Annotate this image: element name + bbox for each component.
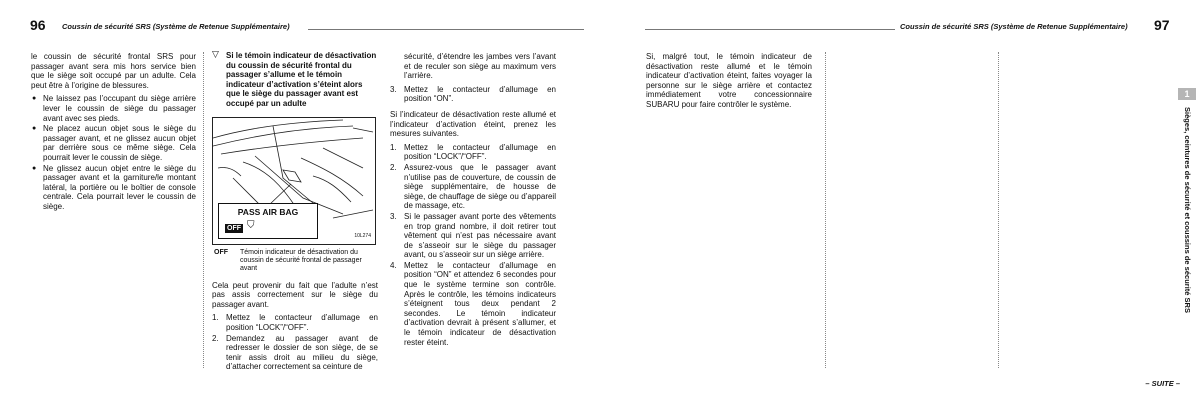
step-item: 2. Assurez-vous que le passager avant n’utilise pas de couverture, de coussin de siège supplémentaire, de housse de siège, de chauffage de siège ou d’appareil de massage, etc.	[390, 162, 556, 211]
followup-paragraph: Si l’indicateur de désactivation reste allumé et l’indicateur d’activation éteint, prenez les mesures suivantes.	[390, 109, 556, 139]
step-item: 1. Mettez le contacteur d’allumage en position “LOCK”/“OFF”.	[390, 142, 556, 162]
page-number-left: 96	[30, 17, 46, 33]
final-paragraph: Si, malgré tout, le témoin indicateur de désactivation reste allumé et le témoin indicateur d’activation éteint, faites voyager la personne sur le siège arrière et contactez immédiatement votre concessionnaire SUBARU pour faire contrôler le système.	[646, 52, 812, 109]
header-title-left: Coussin de sécurité SRS (Système de Retenue Supplémentaire)	[62, 22, 290, 31]
step-item: 4. Mettez le contacteur d’allumage en position “ON” et attendez 6 secondes pour que le système termine son contrôle. Après le contrôle, les témoins indicateurs s’éteignent tous deux pendant 2 secondes. Le témoin indicateur d’activation devrait à présent s’allumer, et le témoin indicateur de désactivation rester éteint.	[390, 260, 556, 347]
bullet-icon: ●	[32, 95, 37, 103]
column-1	[31, 52, 196, 213]
step-item: 3. Si le passager avant porte des vêtements en trop grand nombre, il doit retirer tout vêtement qui n’est pas nécessaire avant de s’asseoir sur le siège du passager avant, ou s’asseoir sur un siège arrière.	[390, 211, 556, 260]
continue-marker: – SUITE –	[1145, 379, 1180, 388]
explanation-paragraph: Cela peut provenir du fait que l’adulte n’est pas assis correctement sur le siège du passager avant.	[212, 280, 378, 309]
off-badge: OFF	[227, 224, 241, 232]
right-column-1	[646, 52, 812, 114]
chapter-side-title: Sièges, ceintures de sécurité et coussins de sécurité SRS	[1183, 107, 1192, 313]
figure-code: 10L274	[354, 232, 371, 239]
step-item: 1. Mettez le contacteur d’allumage en position “LOCK”/“OFF”.	[212, 313, 378, 332]
seat-occupant-icon: ⛉	[247, 219, 255, 231]
bullet-icon: ●	[32, 164, 37, 172]
page-number-right: 97	[1154, 17, 1170, 33]
bullet-item: ● Ne placez aucun objet sous le siège du passager avant, et ne glissez aucun objet par derrière sous ce même siège. Cela pourrait lever le coussin de siège.	[32, 124, 196, 162]
header-rule-right	[645, 29, 895, 30]
bullet-icon: ●	[32, 125, 37, 133]
step-continuation: sécurité, d’étendre les jambes vers l’avant et de reculer son siège au maximum vers l’arrière.	[404, 52, 556, 81]
column-3	[390, 52, 556, 348]
column-divider	[203, 52, 204, 368]
intro-paragraph: le coussin de sécurité frontal SRS pour passager avant sera mis hors service bien que le siège soit occupé par un adulte. Cela peut être à l’origine de blessures.	[31, 52, 196, 90]
airbag-off-icon: OFF	[214, 248, 228, 256]
chapter-tab: 1	[1178, 88, 1196, 100]
step-item: 2. Demandez au passager avant de redresser le dossier de son siège, de se tenir assis droit au milieu du siège, d’attacher correctement sa ceinture de	[212, 333, 378, 372]
pass-airbag-indicator: PASS AIR BAG OFF ⛉	[218, 203, 318, 239]
figure-caption: OFF Témoin indicateur de désactivation du coussin de sécurité frontal de passager avant	[214, 248, 362, 272]
column-divider	[998, 52, 999, 368]
triangle-icon: ▽	[212, 49, 219, 59]
warning-heading: ▽ Si le témoin indicateur de désactivation du coussin de sécurité frontal du passager s’allume et le témoin indicateur d’activation s’éteint alors que le siège du passager avant est occupé par un adulte	[212, 49, 377, 108]
right-page	[600, 0, 1200, 402]
bullet-item: ● Ne laissez pas l’occupant du siège arrière lever le coussin de siège du passager avant avec ses pieds.	[32, 94, 196, 123]
step-item: 3. Mettez le contacteur d’allumage en position “ON”.	[390, 84, 556, 104]
column-2	[212, 51, 378, 373]
header-rule-left	[308, 29, 584, 30]
header-title-right: Coussin de sécurité SRS (Système de Retenue Supplémentaire)	[900, 22, 1128, 31]
column-divider	[825, 52, 826, 368]
dashboard-illustration	[212, 117, 376, 245]
bullet-item: ● Ne glissez aucun objet entre le siège du passager avant et la garniture/le montant latéral, la portière ou le boîtier de console centrale. Cela pourrait lever le coussin de siège.	[32, 163, 196, 211]
